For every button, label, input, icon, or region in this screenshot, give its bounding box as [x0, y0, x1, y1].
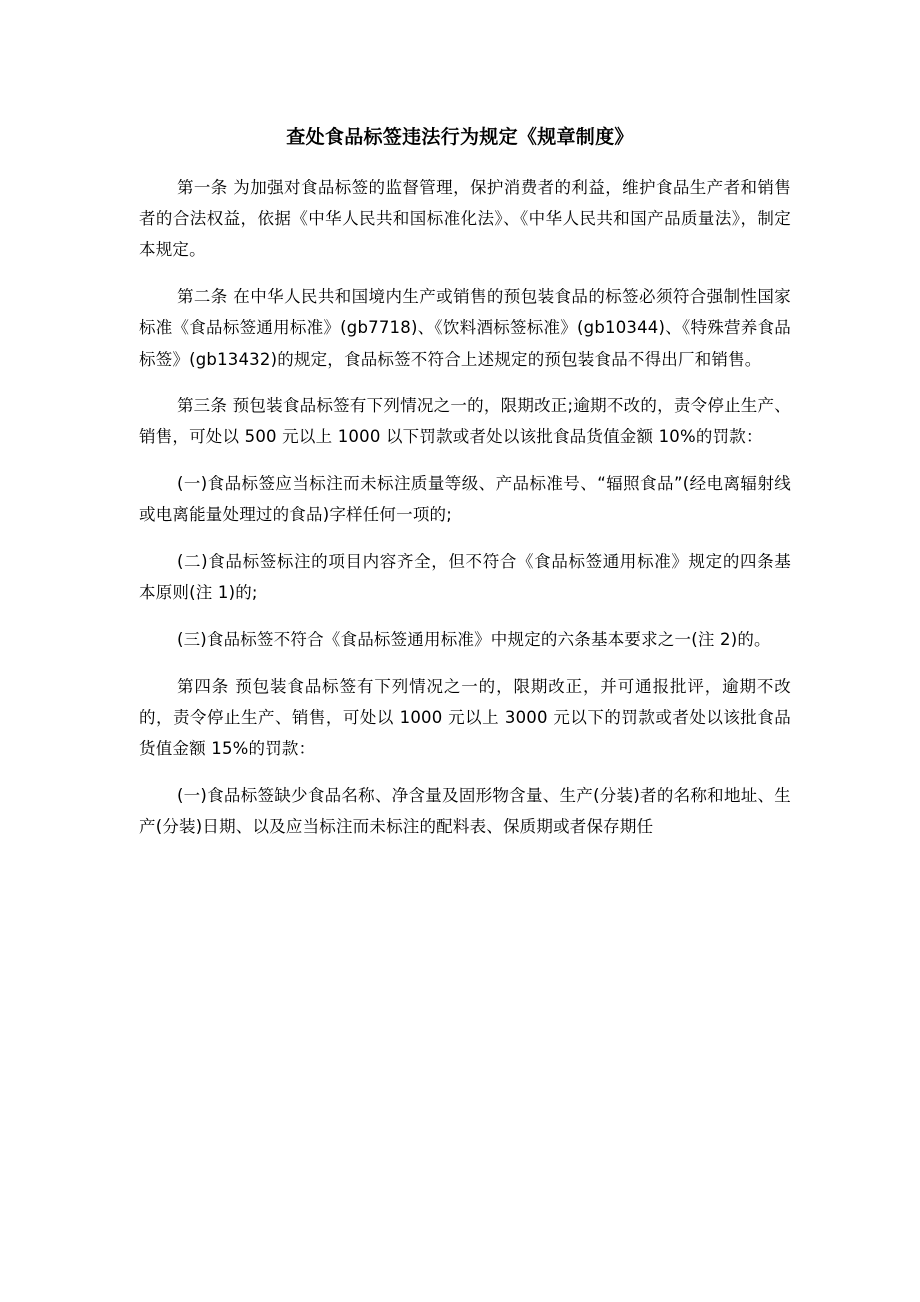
- paragraph-article-2: 第二条 在中华人民共和国境内生产或销售的预包装食品的标签必须符合强制性国家标准《食品标签通用标准》(gb7718)、《饮料酒标签标准》(gb10344)、《特殊营养食品标签》(gb13432)的规定，食品标签不符合上述规定的预包装食品不得出厂和销售。: [139, 287, 791, 369]
- paragraph-article-1: 第一条 为加强对食品标签的监督管理，保护消费者的利益，维护食品生产者和销售者的合法权益，依据《中华人民共和国标准化法》、《中华人民共和国产品质量法》，制定本规定。: [139, 178, 791, 260]
- paragraph-article-4-item-1: (一)食品标签缺少食品名称、净含量及固形物含量、生产(分装)者的名称和地址、生产(分装)日期、以及应当标注而未标注的配料表、保质期或者保存期任: [139, 785, 791, 836]
- paragraph-article-3-item-3: (三)食品标签不符合《食品标签通用标准》中规定的六条基本要求之一(注 2)的。: [176, 629, 771, 649]
- document-body: [139, 172, 791, 858]
- paragraph-article-3: 第三条 预包装食品标签有下列情况之一的，限期改正;逾期不改的，责令停止生产、销售，可处以 500 元以上 1000 以下罚款或者处以该批食品货值金额 10%的罚款：: [139, 396, 791, 447]
- paragraph-article-3-item-2: (二)食品标签标注的项目内容齐全，但不符合《食品标签通用标准》规定的四条基本原则(注 1)的;: [139, 552, 791, 603]
- paragraph-article-3-item-1: (一)食品标签应当标注而未标注质量等级、产品标准号、“辐照食品”(经电离辐射线或电离能量处理过的食品)字样任何一项的;: [139, 474, 791, 525]
- paragraph-article-4: 第四条 预包装食品标签有下列情况之一的，限期改正，并可通报批评，逾期不改的，责令停止生产、销售，可处以 1000 元以上 3000 元以下的罚款或者处以该批食品货值金额 15%的罚款：: [139, 676, 791, 759]
- document-title: 查处食品标签违法行为规定《规章制度》: [286, 126, 634, 148]
